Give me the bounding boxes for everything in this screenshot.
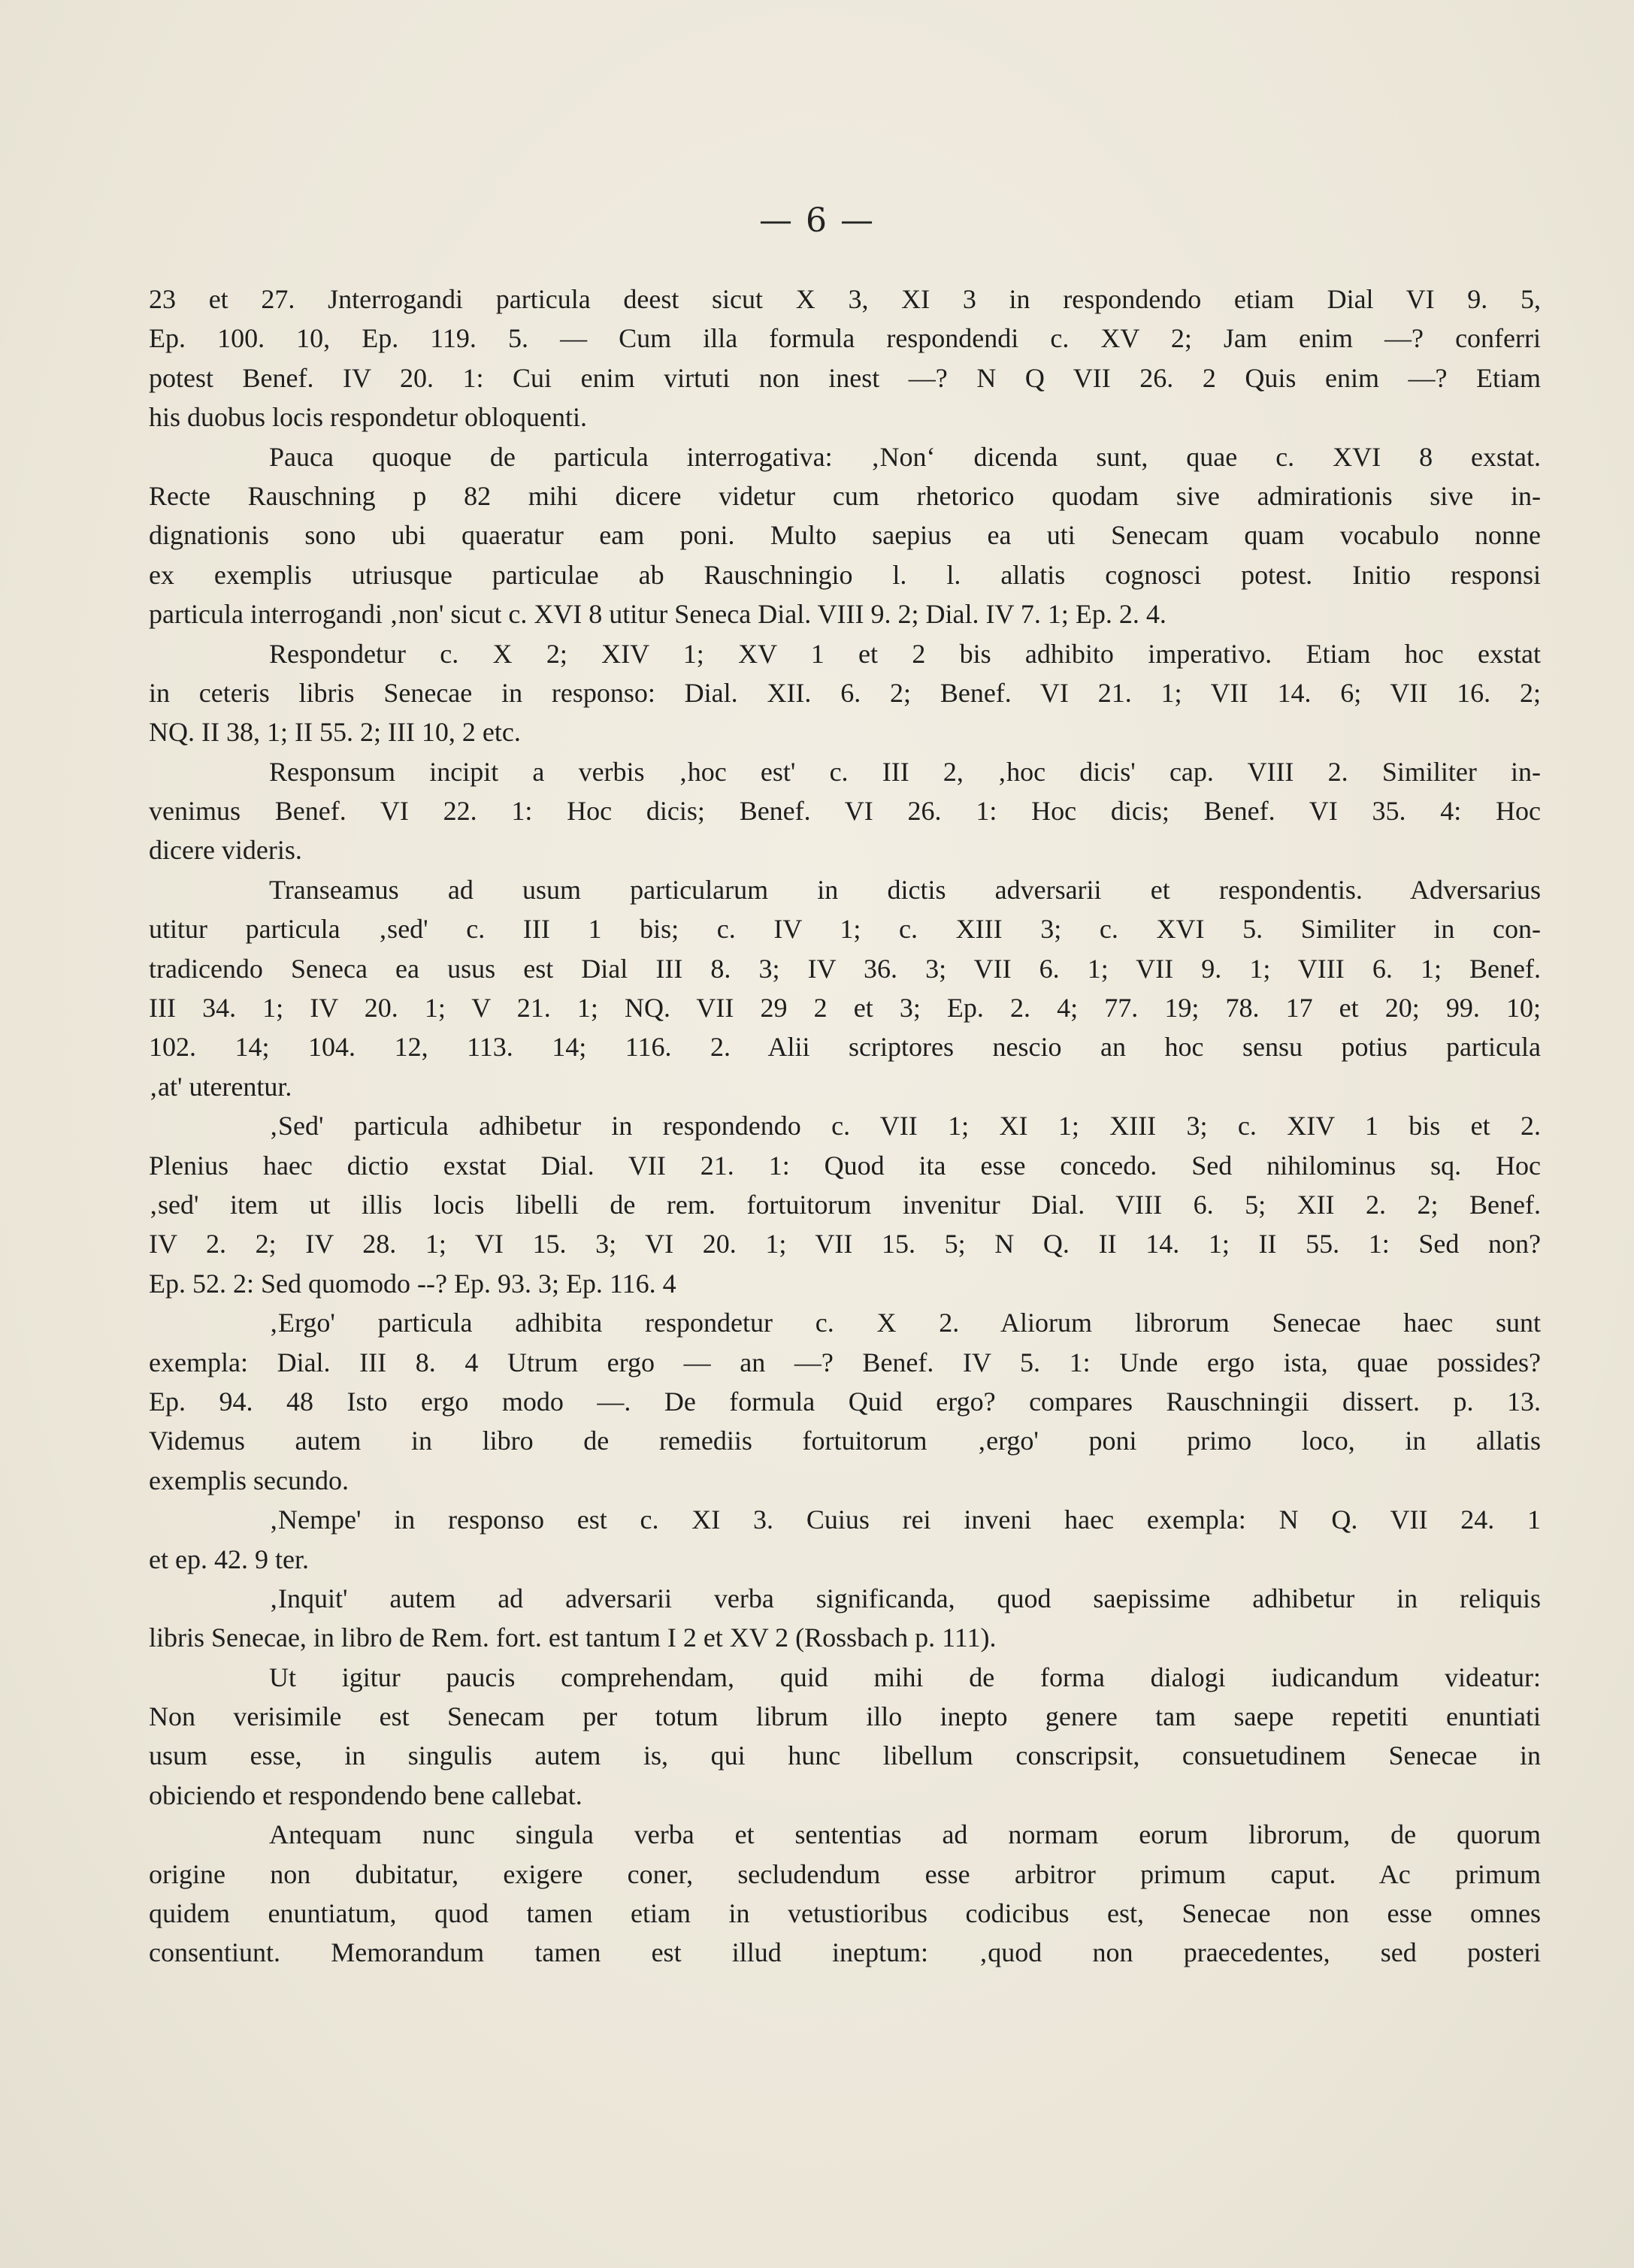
text-line: NQ. II 38, 1; II 55. 2; III 10, 2 etc. (149, 717, 521, 748)
paragraph (149, 1579, 1541, 1658)
text-line: Ep. 100. 10, Ep. 119. 5. — Cum illa formula respondendi c. XV 2; Jam enim —? conferri (149, 323, 1541, 354)
text-line: Pauca quoque de particula interrogativa: ‚Non‘ dicenda sunt, quae c. XVI 8 exstat. (269, 441, 1541, 472)
text-line: utitur particula ‚sed' c. III 1 bis; c. IV 1; c. XIII 3; c. XVI 5. Similiter in con- (149, 914, 1541, 945)
text-line: dicere videris. (149, 835, 302, 866)
text-line: obiciendo et respondendo bene callebat. (149, 1780, 582, 1810)
text-line: in ceteris libris Senecae in responso: Dial. XII. 6. 2; Benef. VI 21. 1; VII 14. 6; VII 16. 2; (149, 677, 1541, 708)
text-line: venimus Benef. VI 22. 1: Hoc dicis; Benef. VI 26. 1: Hoc dicis; Benef. VI 35. 4: Hoc (149, 796, 1541, 827)
paragraph (149, 1658, 1541, 1816)
body-text (149, 280, 1541, 1973)
text-line: Respondetur c. X 2; XIV 1; XV 1 et 2 bis adhibito imperativo. Etiam hoc exstat (269, 638, 1541, 669)
text-line: potest Benef. IV 20. 1: Cui enim virtuti non inest —? N Q VII 26. 2 Quis enim —? Etiam (149, 362, 1541, 393)
text-line: usum esse, in singulis autem is, qui hunc libellum conscripsit, consuetudinem Senecae in (149, 1740, 1541, 1771)
text-line: Ep. 52. 2: Sed quomodo --? Ep. 93. 3; Ep. 116. 4 (149, 1268, 676, 1299)
text-line: Ep. 94. 48 Isto ergo modo —. De formula Quid ergo? compares Rauschningii dissert. p. 13. (149, 1386, 1541, 1417)
text-line: Plenius haec dictio exstat Dial. VII 21. 1: Quod ita esse concedo. Sed nihilominus sq. Hoc (149, 1150, 1541, 1181)
text-line: Ut igitur paucis comprehendam, quid mihi de forma dialogi iudicandum videatur: (269, 1662, 1541, 1692)
text-line: et ep. 42. 9 ter. (149, 1544, 309, 1574)
text-line: libris Senecae, in libro de Rem. fort. est tantum I 2 et XV 2 (Rossbach p. 111). (149, 1622, 997, 1653)
text-line: Recte Rauschning p 82 mihi dicere videtur cum rhetorico quodam sive admirationis sive in- (149, 480, 1541, 511)
text-line: IV 2. 2; IV 28. 1; VI 15. 3; VI 20. 1; VII 15. 5; N Q. II 14. 1; II 55. 1: Sed non? (149, 1229, 1541, 1259)
paragraph (149, 752, 1541, 870)
text-line: ex exemplis utriusque particulae ab Rauschningio l. l. allatis cognosci potest. Initio responsi (149, 559, 1541, 590)
text-line: particula interrogandi ‚non' sicut c. XVI 8 utitur Seneca Dial. VIII 9. 2; Dial. IV 7. 1; Ep. 2. 4. (149, 599, 1166, 630)
paragraph (149, 870, 1541, 1106)
paragraph (149, 634, 1541, 752)
text-line: exempla: Dial. III 8. 4 Utrum ergo — an —? Benef. IV 5. 1: Unde ergo ista, quae possides? (149, 1347, 1541, 1377)
paragraph (149, 280, 1541, 437)
text-line: ‚sed' item ut illis locis libelli de rem. fortuitorum invenitur Dial. VIII 6. 5; XII 2. 2; Benef. (149, 1189, 1541, 1220)
text-line: Videmus autem in libro de remediis fortuitorum ‚ergo' poni primo loco, in allatis (149, 1426, 1541, 1456)
text-line: dignationis sono ubi quaeratur eam poni. Multo saepius ea uti Senecam quam vocabulo nonne (149, 520, 1541, 551)
text-line: ‚Ergo' particula adhibita respondetur c. X 2. Aliorum librorum Senecae haec sunt (269, 1308, 1541, 1338)
paragraph (149, 437, 1541, 634)
text-line: exemplis secundo. (149, 1465, 349, 1495)
text-line: quidem enuntiatum, quod tamen etiam in vetustioribus codicibus est, Senecae non esse omnes (149, 1898, 1541, 1929)
text-line: consentiunt. Memorandum tamen est illud ineptum: ‚quod non praecedentes, sed posteri (149, 1937, 1541, 1968)
paragraph (149, 1303, 1541, 1500)
text-line: Non verisimile est Senecam per totum librum illo inepto genere tam saepe repetiti enuntiati (149, 1701, 1541, 1732)
paragraph (149, 1106, 1541, 1303)
text-line: ‚at' uterentur. (149, 1071, 292, 1102)
paragraph (149, 1500, 1541, 1579)
text-line: III 34. 1; IV 20. 1; V 21. 1; NQ. VII 29 2 et 3; Ep. 2. 4; 77. 19; 78. 17 et 20; 99. 10; (149, 993, 1541, 1024)
text-line: ‚Inquit' autem ad adversarii verba significanda, quod saepissime adhibetur in reliquis (269, 1583, 1541, 1613)
text-line: Transeamus ad usum particularum in dictis adversarii et respondentis. Adversarius (269, 874, 1541, 905)
text-line: 23 et 27. Jnterrogandi particula deest sicut X 3, XI 3 in respondendo etiam Dial VI 9. 5, (149, 284, 1541, 314)
text-line: Antequam nunc singula verba et sententias ad normam eorum librorum, de quorum (269, 1819, 1541, 1850)
text-line: Responsum incipit a verbis ‚hoc est' c. III 2, ‚hoc dicis' cap. VIII 2. Similiter in- (269, 756, 1541, 787)
page-number: — 6 — (759, 201, 875, 240)
text-line: his duobus locis respondetur obloquenti. (149, 402, 587, 433)
text-line: tradicendo Seneca ea usus est Dial III 8. 3; IV 36. 3; VII 6. 1; VII 9. 1; VIII 6. 1; Benef. (149, 953, 1541, 984)
text-line: 102. 14; 104. 12, 113. 14; 116. 2. Alii scriptores nescio an hoc sensu potius particula (149, 1032, 1541, 1063)
paragraph (149, 1815, 1541, 1973)
text-line: ‚Nempe' in responso est c. XI 3. Cuius rei inveni haec exempla: N Q. VII 24. 1 (269, 1504, 1541, 1535)
text-line: ‚Sed' particula adhibetur in respondendo c. VII 1; XI 1; XIII 3; c. XIV 1 bis et 2. (269, 1111, 1541, 1142)
text-line: origine non dubitatur, exigere coner, secludendum esse arbitror primum caput. Ac primum (149, 1858, 1541, 1889)
